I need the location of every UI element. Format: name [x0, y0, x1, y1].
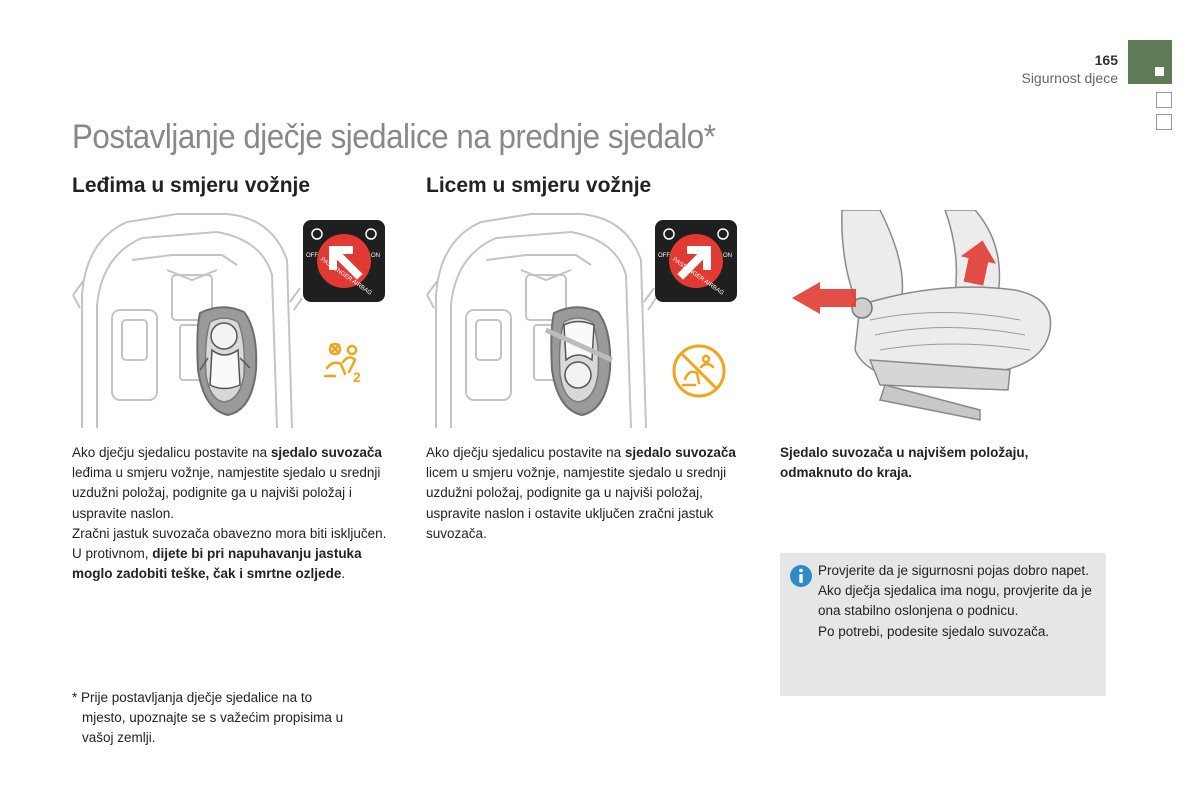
info-icon: [790, 565, 808, 583]
no-rear-facing-seat-icon: [671, 343, 727, 399]
rear-facing-instructions: Ako dječju sjedalicu postavite na sjedalo suvozača leđima u smjeru vožnje, namjestite sjedalo u srednji uzdužni položaj, podignite ga u najviši položaj i uspravite naslon. Zračni jastuk suvozača obavezno mora biti isključen. U protivnom, dijete bi pri napuhavanju jastuka moglo zadobiti teške, čak i smrtne ozljede.: [72, 445, 387, 582]
section-label: Sigurnost djece: [1021, 70, 1118, 86]
heading-forward-facing: Licem u smjeru vožnje: [426, 174, 652, 197]
seat-position-caption: Sjedalo suvozača u najvišem položaju, odmaknuto do kraja.: [780, 445, 1029, 481]
airbag-panel-label: PASSENGER AIRBAG: [319, 256, 373, 297]
section-tab-box: [1156, 92, 1172, 108]
airbag-icon-number: 2: [353, 369, 361, 384]
info-note-box: [780, 553, 1106, 696]
heading-rear-facing: Leđima u smjeru vožnje: [72, 174, 311, 197]
passenger-airbag-on-indicator: [655, 220, 737, 302]
section-tab-active: [1128, 40, 1172, 84]
passenger-airbag-off-indicator: [303, 220, 385, 302]
info-note-text: Provjerite da je sigurnosni pojas dobro napet. Ako dječja sjedalica ima nogu, provjerite da je ona stabilno oslonjena o podnicu. Po potrebi, podesite sjedalo suvozača.: [818, 563, 1092, 639]
airbag-on-label: ON: [371, 253, 380, 259]
passenger-seat-adjustment-illustration: [780, 210, 1070, 428]
footnote: * Prije postavljanja dječje sjedalice na to mjesto, upoznajte se s važećim propisima u vašoj zemlji.: [72, 690, 344, 746]
airbag-off-label: OFF: [306, 253, 318, 259]
airbag-deactivated-warning-icon: [321, 340, 365, 384]
airbag-panel-label: PASSENGER AIRBAG: [671, 256, 725, 297]
airbag-off-label: OFF: [658, 253, 670, 259]
page-number: 165: [1094, 52, 1118, 68]
airbag-on-label: ON: [723, 253, 732, 259]
page-title: Postavljanje dječje sjedalice na prednje sjedalo*: [72, 118, 716, 156]
section-tab-box: [1156, 114, 1172, 130]
forward-facing-instructions: Ako dječju sjedalicu postavite na sjedalo suvozača licem u smjeru vožnje, namjestite sjedalo u srednji uzdužni položaj, podignite ga u najviši položaj, uspravite naslon i ostavite uključen zračni jastuk suvozača.: [426, 445, 736, 541]
